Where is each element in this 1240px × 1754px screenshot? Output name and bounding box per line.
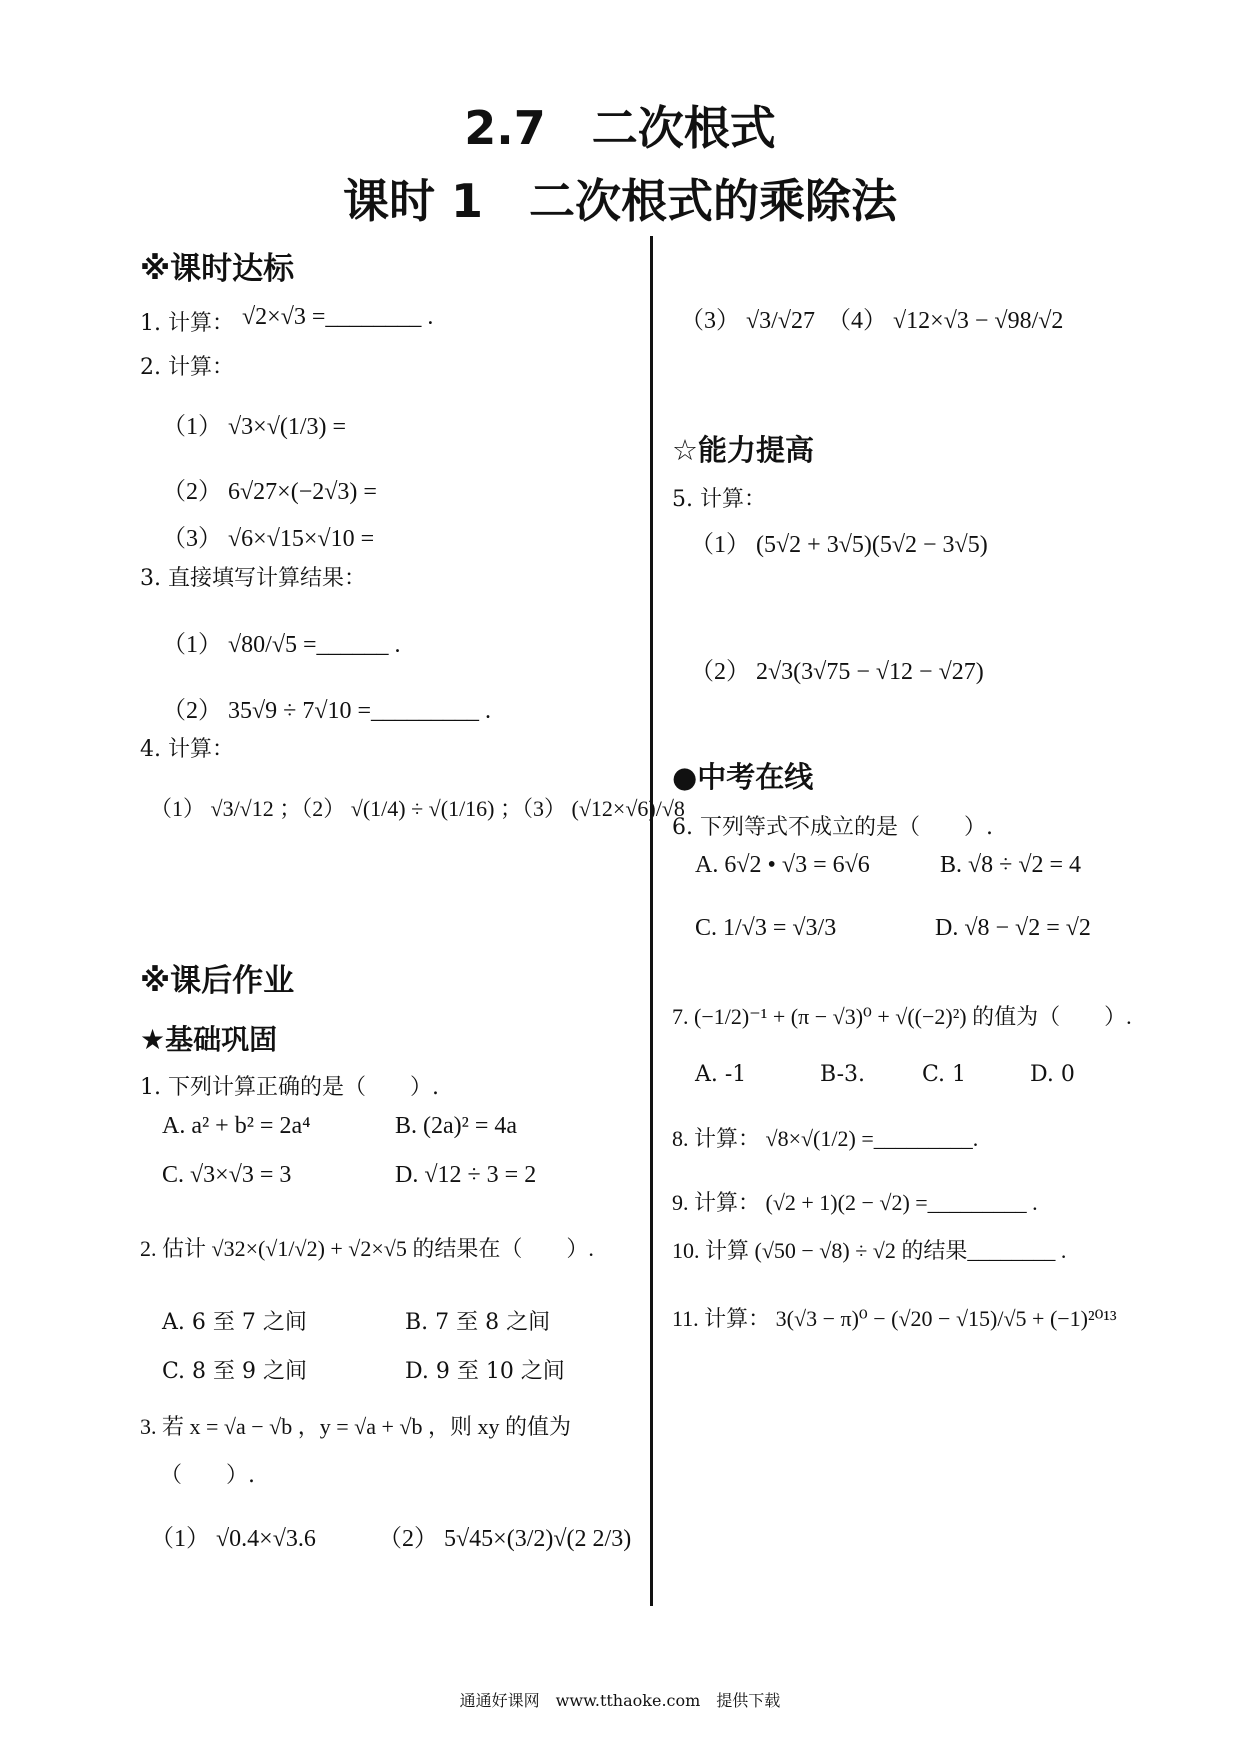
question-5-label: 5. 计算： xyxy=(672,487,766,512)
homework-1-option-a: A. a² + b² = 2a⁴ xyxy=(162,1113,311,1139)
question-7-option-d: D. 0 xyxy=(1030,1062,1075,1087)
subheading-basic: ★基础巩固 xyxy=(140,1023,278,1056)
question-4-label: 4. 计算： xyxy=(140,737,234,762)
homework-3-answer-paren: （ ）. xyxy=(160,1463,255,1488)
question-5-part-1: （1） (5√2 + 3√5)(5√2 − 3√5) xyxy=(690,532,988,558)
section-heading-class-practice: ※课时达标 xyxy=(140,251,295,287)
question-7-option-c: C. 1 xyxy=(922,1062,967,1087)
page-footer: 通通好课网 www.tthaoke.com 提供下载 xyxy=(459,1691,781,1710)
homework-1-option-b: B. (2a)² = 4a xyxy=(395,1113,518,1139)
lesson-subtitle: 课时 1 二次根式的乘除法 xyxy=(342,174,898,228)
homework-4-part-1: （1） √0.4×√3.6 xyxy=(150,1526,316,1552)
section-heading-exam-online: ●中考在线 xyxy=(672,760,814,794)
question-6-option-b: B. √8 ÷ √2 = 4 xyxy=(940,852,1082,878)
homework-4-part-2: （2） 5√45×(3/2)√(2 2/3) xyxy=(378,1526,632,1552)
question-4-parts-3-4: （3） √3/√27 （4） √12×√3 − √98/√2 xyxy=(680,308,1064,334)
question-2-part-1: （1） √3×√(1/3) = xyxy=(162,414,347,440)
question-6-option-a: A. 6√2 • √3 = 6√6 xyxy=(695,852,870,878)
homework-2-question: 2. 估计 √32×(√1/√2) + √2×√5 的结果在（ ）. xyxy=(140,1236,594,1261)
question-2-part-2: （2） 6√27×(−2√3) = xyxy=(162,479,377,505)
question-7-option-a: A. -1 xyxy=(695,1062,747,1087)
question-1-expression: √2×√3 =________ . xyxy=(242,304,434,330)
lesson-title: 2.7 二次根式 xyxy=(464,101,776,155)
question-6-option-d: D. √8 − √2 = √2 xyxy=(935,915,1091,941)
question-2-label: 2. 计算： xyxy=(140,355,234,380)
question-5-part-2: （2） 2√3(3√75 − √12 − √27) xyxy=(690,659,984,685)
question-7-option-b: B-3. xyxy=(820,1062,865,1087)
question-7: 7. (−1/2)⁻¹ + (π − √3)⁰ + √((−2)²) 的值为（ ）. xyxy=(672,1004,1132,1029)
question-11: 11. 计算： 3(√3 − π)⁰ − (√20 − √15)/√5 + (−1)²⁰¹³ xyxy=(672,1306,1117,1331)
homework-2-option-c: C. 8 至 9 之间 xyxy=(162,1359,308,1384)
homework-1-option-c: C. √3×√3 = 3 xyxy=(162,1162,292,1188)
homework-2-option-b: B. 7 至 8 之间 xyxy=(405,1310,551,1335)
section-heading-homework: ※课后作业 xyxy=(140,963,295,999)
question-3-part-2: （2） 35√9 ÷ 7√10 =_________ . xyxy=(162,698,492,724)
question-6: 6. 下列等式不成立的是（ ）. xyxy=(672,815,993,840)
question-9: 9. 计算： (√2 + 1)(2 − √2) =_________ . xyxy=(672,1190,1038,1215)
section-heading-ability: ☆能力提高 xyxy=(672,433,814,467)
question-3-part-1: （1） √80/√5 =______ . xyxy=(162,632,401,658)
column-divider xyxy=(650,236,653,1606)
question-3-label: 3. 直接填写计算结果： xyxy=(140,566,366,591)
homework-3-question: 3. 若 x = √a − √b ，y = √a + √b ，则 xy 的值为 xyxy=(140,1414,571,1439)
question-6-option-c: C. 1/√3 = √3/3 xyxy=(695,915,837,941)
homework-2-option-d: D. 9 至 10 之间 xyxy=(405,1359,565,1384)
question-2-part-3: （3） √6×√15×√10 = xyxy=(162,526,375,552)
question-10: 10. 计算 (√50 − √8) ÷ √2 的结果________ . xyxy=(672,1238,1067,1263)
question-1-label: 1. 计算： xyxy=(140,311,234,336)
homework-2-option-a: A. 6 至 7 之间 xyxy=(162,1310,307,1335)
homework-1-option-d: D. √12 ÷ 3 = 2 xyxy=(395,1162,537,1188)
homework-1-question: 1. 下列计算正确的是（ ）. xyxy=(140,1075,439,1100)
question-8: 8. 计算： √8×√(1/2) =_________. xyxy=(672,1126,979,1151)
question-4-parts: （1） √3/√12 ；（2） √(1/4) ÷ √(1/16) ；（3） (√12×√6)/√8 xyxy=(150,796,685,821)
